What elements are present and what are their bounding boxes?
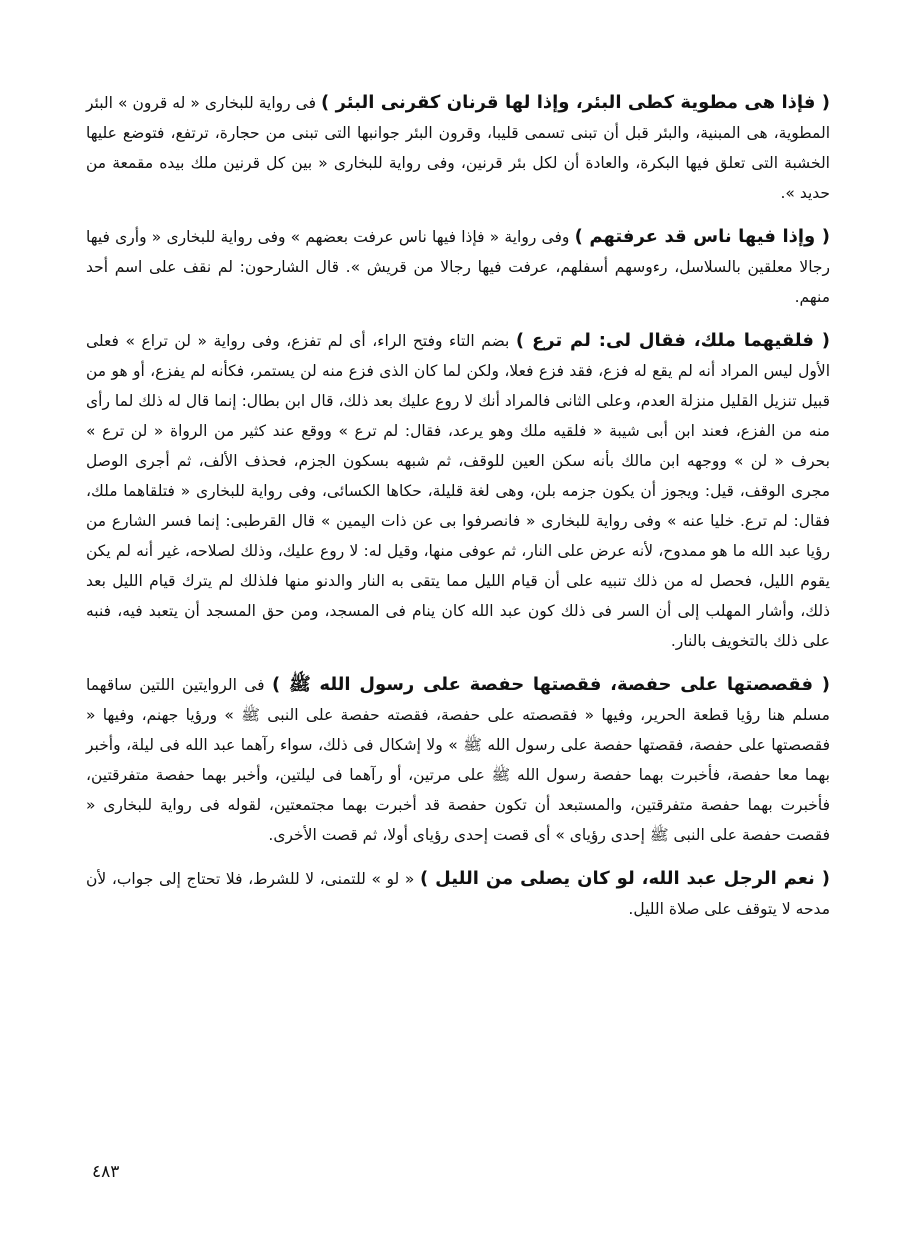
commentary-text: فى رواية للبخارى « له قرون » البئر المطوية، هى المبنية، والبئر قبل أن تبنى تسمى قليبا، وقرون البئر جوانبها التى تبنى من حجارة، ترتفع، فتوضع عليها الخشبة التى تعلق فيها البكرة، والعادة أن لكل بئر قرنين، وفى رواية للبخارى « بين كل قرنين ملك بيده مقمعة من حديد ».	[86, 94, 830, 202]
paragraph-hafsa	[86, 670, 830, 850]
page-body	[86, 88, 830, 938]
hadith-quote: ( وإذا فيها ناس قد عرفتهم )	[574, 226, 830, 247]
paragraph-people-known	[86, 222, 830, 312]
commentary-text: وفى رواية « فإذا فيها ناس عرفت بعضهم » وفى رواية للبخارى « وأرى فيها رجالا معلقين بالسلاسل، رءوسهم أسفلهم، عرفت فيها رجالا من قريش ». قال الشارحون: لم نقف على اسم أحد منهم.	[86, 228, 830, 306]
commentary-text: فى الروايتين اللتين ساقهما مسلم هنا رؤيا قطعة الحرير، وفيها « فقصصته على حفصة، فقصته حفصة على النبى ﷺ » ورؤيا جهنم، وفيها « فقصصتها على حفصة، فقصتها حفصة على رسول الله ﷺ » ولا إشكال فى ذلك، سواء رآهما عبد الله فى ليلة، وأخبر بهما معا حفصة، فأخبرت بهما حفصة رسول الله ﷺ على مرتين، أو رآهما فى ليلتين، وأخبر بهما حفصة متفرقتين، فأخبرت بهما حفصة متفرقتين، والمستبعد أن تكون حفصة قد أخبرت بهما مجتمعتين، لقوله فى رواية للبخارى « فقصت حفصة على النبى ﷺ إحدى رؤياى » أى قصت إحدى رؤياى أولا، ثم قصت الأخرى.	[86, 676, 830, 844]
paragraph-night-prayer	[86, 864, 830, 924]
hadith-quote: ( فلقيهما ملك، فقال لى: لم ترع )	[515, 330, 830, 351]
hadith-quote: ( نعم الرجل عبد الله، لو كان يصلى من الليل )	[420, 868, 830, 889]
hadith-quote: ( فقصصتها على حفصة، فقصتها حفصة على رسول الله ﷺ )	[271, 674, 830, 695]
page-number: ٤٨٣	[92, 1162, 120, 1182]
commentary-text: بضم التاء وفتح الراء، أى لم تفزع، وفى رواية « لن تراع » فعلى الأول ليس المراد أنه لم يقع له فزع، فقد فزع فعلا، ولكن لما كان الذى فزع منه لن يستمر، فكأنه لم يفزع، أو هو من قبيل تنزيل القليل منزلة العدم، وعلى الثانى فالمراد أنك لا روع عليك بعد ذلك، قال ابن بطال: إنما قال له ذلك لما رأى منه من الفزع، فعند ابن أبى شيبة « فلقيه ملك وهو يرعد، فقال: لم ترع » ووقع عند كثير من الرواة « لن ترع » بحرف « لن » ووجهه ابن مالك بأنه سكن العين للوقف، ثم شبهه بسكون الجزم، فحذف الألف، ثم أجرى الوصل مجرى الوقف، قيل: ويجوز أن يكون جزمه بلن، وهى لغة قليلة، حكاها الكسائى، وفى رواية للبخارى « فتلقاهما ملك، فقال: لم ترع. خليا عنه » وفى رواية للبخارى « فانصرفوا بى عن ذات اليمين » قال القرطبى: إنما فسر الشارع من رؤيا عبد الله ما هو ممدوح، لأنه عرض على النار، ثم عوفى منها، وقيل له: لا روع عليك، وذلك لصلاحه، غير أنه لم يكن يقوم الليل، فحصل له من ذلك تنبيه على أن قيام الليل مما يتقى به النار والدنو منها فلذلك لم يترك قيام الليل بعد ذلك، وأشار المهلب إلى أن السر فى ذلك كون عبد الله كان ينام فى المسجد، ومن حق المسجد أن يتعبد فيه، فنبه على ذلك بالتخويف بالنار.	[86, 332, 830, 650]
paragraph-well-horns	[86, 88, 830, 208]
paragraph-angel-met	[86, 326, 830, 656]
commentary-text: « لو » للتمنى، لا للشرط، فلا تحتاج إلى جواب، لأن مدحه لا يتوقف على صلاة الليل.	[86, 870, 830, 918]
hadith-quote: ( فإذا هى مطوية كطى البئر، وإذا لها قرنان كقرنى البئر )	[321, 92, 830, 113]
